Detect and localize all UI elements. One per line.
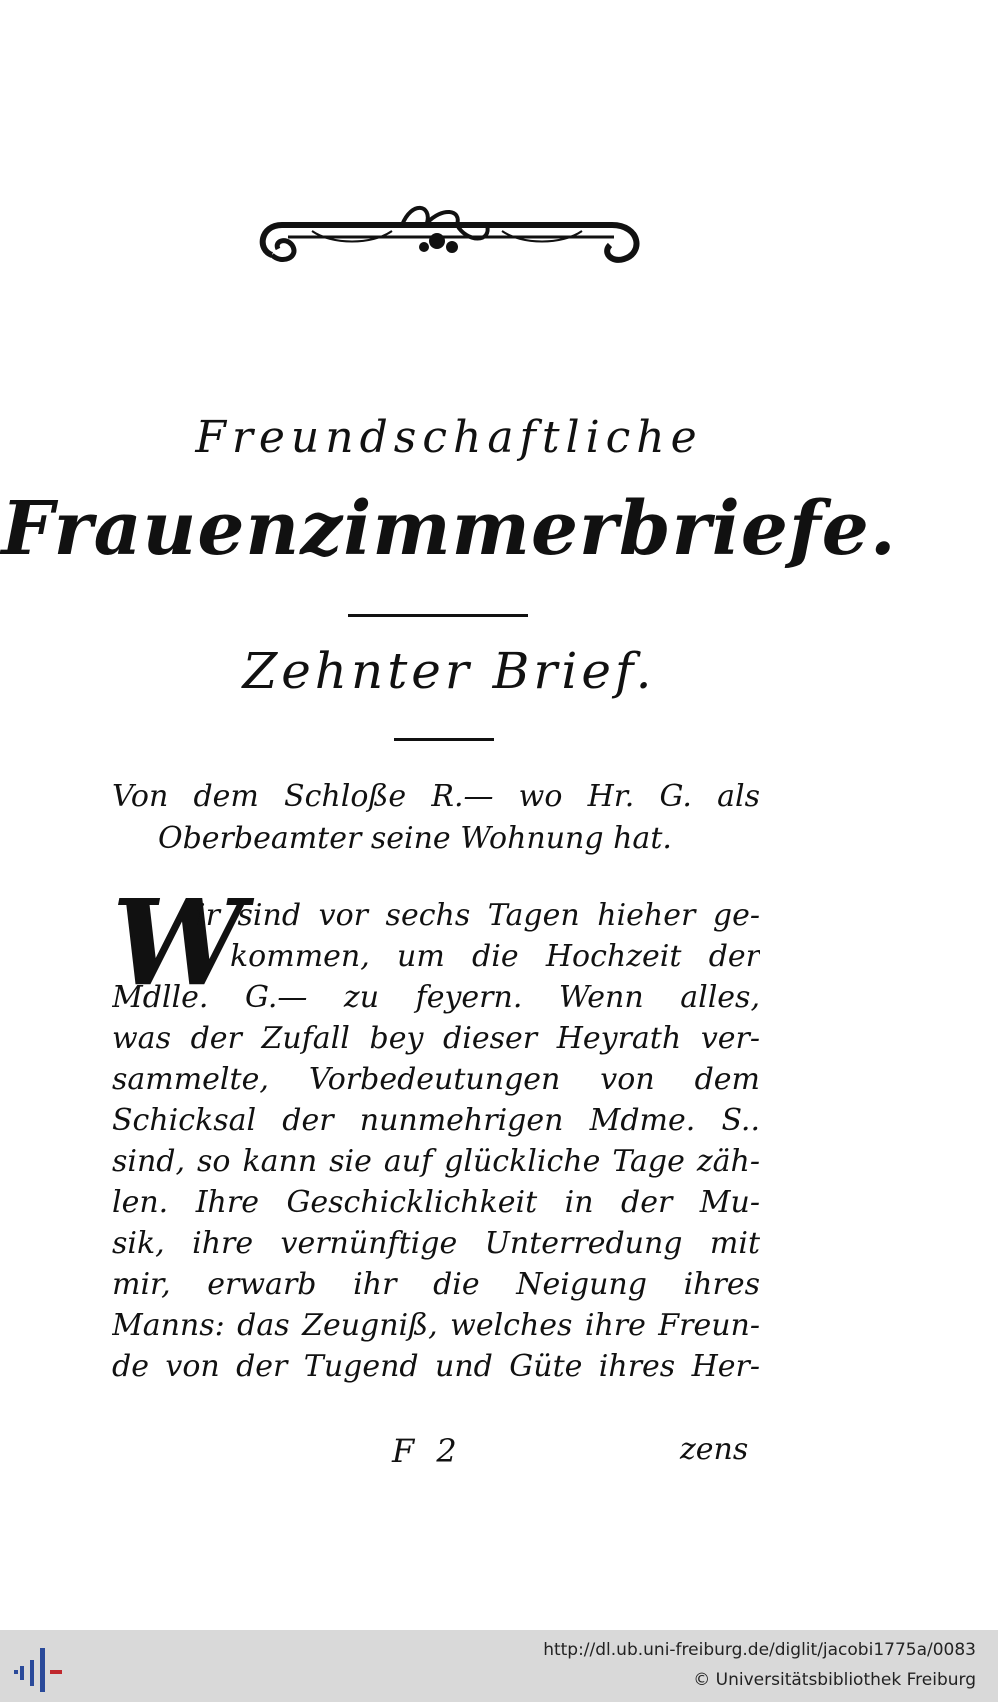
body-line: de von der Tugend und Güte ihres Her-: [112, 1349, 760, 1384]
divider-rule-short: [394, 738, 494, 741]
body-line: was der Zufall bey dieser Heyrath ver-: [112, 1021, 760, 1056]
body-line: sind, so kann sie auf glückliche Tage zäh-: [112, 1144, 760, 1179]
body-line: sammelte, Vorbedeutungen von dem: [112, 1062, 760, 1097]
divider-rule: [348, 614, 528, 617]
catchword: zens: [680, 1432, 749, 1467]
body-line: mir, erwarb ihr die Neigung ihres: [112, 1267, 760, 1302]
letter-subheading: [112, 776, 760, 860]
title-line-1: Freundschaftliche: [195, 412, 703, 463]
subheading-line: Oberbeamter seine Wohnung hat.: [158, 821, 672, 856]
title-line-2: Frauenzimmerbriefe.: [1, 486, 897, 572]
footer-url-link[interactable]: http://dl.ub.uni-freiburg.de/diglit/jacobi1775a/0083: [543, 1640, 976, 1660]
ub-freiburg-logo-icon[interactable]: [14, 1644, 66, 1694]
body-line: ir sind vor sechs Tagen hieher ge-: [196, 898, 760, 933]
body-line: kommen, um die Hochzeit der: [230, 939, 760, 974]
footer-bar: [0, 1630, 998, 1702]
body-line: Schicksal der nunmehrigen Mdme. S..: [112, 1103, 760, 1138]
body-line: len. Ihre Geschicklichkeit in der Mu-: [112, 1185, 760, 1220]
body-line: Manns: das Zeugniß, welches ihre Freun-: [112, 1308, 760, 1343]
footer-copyright: © Universitätsbibliothek Freiburg: [693, 1670, 976, 1690]
body-line: sik, ihre vernünftige Unterredung mit: [112, 1226, 760, 1261]
body-line: Mdlle. G.— zu feyern. Wenn alles,: [112, 980, 760, 1015]
subheading-line: Von dem Schloße R.— wo Hr. G. als: [112, 779, 760, 814]
drop-cap: W: [112, 873, 245, 1012]
letter-body: [112, 895, 760, 1387]
ornament-vignette-icon: [252, 195, 648, 285]
letter-heading: Zehnter Brief.: [242, 642, 656, 700]
signature-mark: F 2: [392, 1432, 463, 1470]
